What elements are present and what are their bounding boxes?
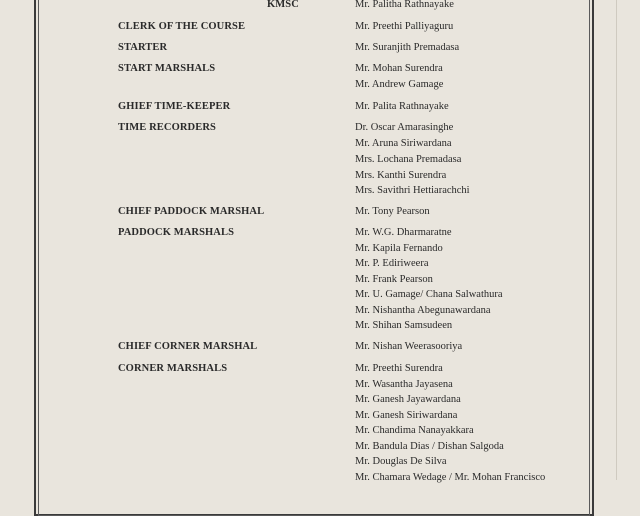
name: Mr. Shihan Samsudeen (355, 320, 453, 331)
paper-edge (616, 0, 617, 480)
name: Mr. Tony Pearson (355, 206, 430, 217)
name: Mr. Frank Pearson (355, 274, 433, 285)
name: Mr. W.G. Dharmaratne (355, 227, 452, 238)
name: Mr. Nishan Weerasooriya (355, 341, 463, 352)
name: Mr. Ganesh Jayawardana (355, 394, 461, 405)
name: Mr. Andrew Gamage (355, 79, 444, 90)
role-chief-corner-marshal: CHIEF CORNER MARSHAL (118, 341, 258, 352)
role-chief-paddock-marshal: CHIEF PADDOCK MARSHAL (118, 206, 265, 217)
name: Mr. Bandula Dias / Dishan Salgoda (355, 441, 504, 452)
name: Mr. Chamara Wedage / Mr. Mohan Francisco (355, 472, 546, 483)
name: Mr. Chandima Nanayakkara (355, 425, 474, 436)
role-paddock-marshals: PADDOCK MARSHALS (118, 227, 235, 238)
name: Mr. Wasantha Jayasena (355, 379, 453, 390)
name: Mr. Ganesh Siriwardana (355, 410, 458, 421)
name: Mr. Kapila Fernando (355, 243, 443, 254)
name: Mr. Palita Rathnayake (355, 101, 449, 112)
name: Mr. Suranjith Premadasa (355, 42, 460, 53)
name: Mr. P. Ediriweera (355, 258, 429, 269)
page-border-inner (38, 0, 590, 516)
role-start-marshals: START MARSHALS (118, 63, 216, 74)
name: Mr. Preethi Surendra (355, 363, 443, 374)
role-starter: STARTER (118, 42, 168, 53)
name: Mr. Aruna Siriwardana (355, 138, 452, 149)
name: Mr. Douglas De Silva (355, 456, 447, 467)
role-chief-time-keeper: GHIEF TIME-KEEPER (118, 101, 231, 112)
name: Mr. U. Gamage/ Chana Salwathura (355, 289, 503, 300)
role-clerk-of-the-course: CLERK OF THE COURSE (118, 21, 246, 32)
name: Dr. Oscar Amarasinghe (355, 122, 454, 133)
name: Mr. Palitha Rathnayake (355, 0, 454, 10)
role-time-recorders: TIME RECORDERS (118, 122, 216, 133)
name: Mrs. Kanthi Surendra (355, 170, 447, 181)
name: Mrs. Savithri Hettiarachchi (355, 185, 470, 196)
name: Mr. Mohan Surendra (355, 63, 443, 74)
name: Mr. Nishantha Abegunawardana (355, 305, 491, 316)
name: Mrs. Lochana Premadasa (355, 154, 462, 165)
name: Mr. Preethi Palliyaguru (355, 21, 454, 32)
role-corner-marshals: CORNER MARSHALS (118, 363, 228, 374)
role-kmsc: KMSC (267, 0, 299, 10)
